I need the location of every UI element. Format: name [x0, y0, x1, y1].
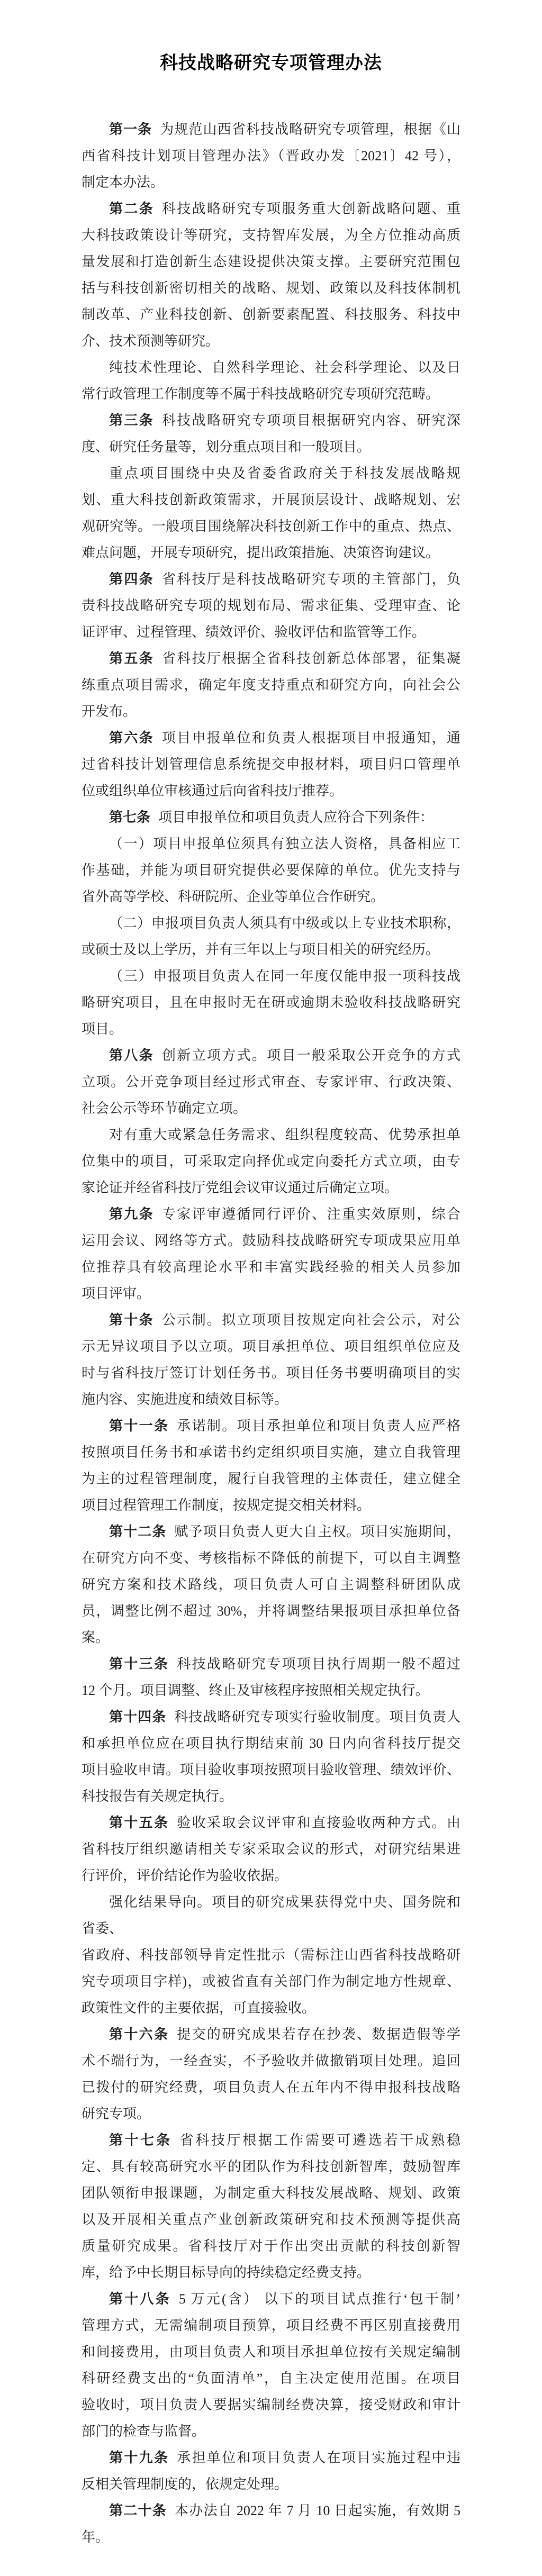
- document-line: 家论证并经省科技厅党组会议审议通过后确定立项。: [82, 1180, 399, 1195]
- document-line: 第三条 科技战略研究专项项目根据研究内容、研究深: [109, 413, 460, 428]
- document-line: 第十一条 承诺制。项目承担单位和项目负责人应严格: [109, 1418, 460, 1434]
- document-line: 第八条 创新立项方式。项目一般采取公开竞争的方式: [109, 1048, 460, 1063]
- document-line: 第一条 为规范山西省科技战略研究专项管理，根据《山: [109, 122, 460, 137]
- document-line: 位推荐具有较高理论水平和丰富实践经验的相关人员参加: [82, 1259, 460, 1275]
- document-line: 以及开展相关重点产业创新政策研究和技术预测等提供高: [82, 2212, 460, 2227]
- document-line: （一）项目申报单位须具有独立法人资格，具备相应工: [109, 836, 460, 851]
- document-line: 第五条 省科技厅根据全省科技创新总体部署，征集凝: [109, 651, 460, 666]
- article-number: 第十六条: [109, 2027, 169, 2042]
- document-line: 第七条 项目申报单位和项目负责人应符合下列条件：: [109, 810, 434, 825]
- document-line: 省政府、科技部领导肯定性批示（需标注山西省科技战略研: [82, 1947, 460, 1963]
- document-line: 第二十条 本办法自 2022 年 7 月 10 日起实施，有效期 5: [109, 2503, 460, 2518]
- document-line: 定、具有较高研究水平的团队作为科技创新智库，鼓励智库: [82, 2159, 460, 2174]
- article-number: 第十九条: [109, 2450, 169, 2465]
- document-line: 制改革、产业科技创新、创新要素配置、科技服务、科技中: [82, 307, 460, 322]
- article-number: 第一条: [109, 122, 152, 137]
- document-line: 第四条 省科技厅是科技战略研究专项的主管部门，负: [109, 572, 460, 587]
- article-number: 第四条: [109, 572, 154, 587]
- document-line: 科技报告有关规定执行。: [82, 1789, 233, 1804]
- document-line: 开发布。: [82, 704, 137, 719]
- document-line: 省科技厅组织邀请相关专家采取会议的形式，对研究结果进: [82, 1842, 460, 1857]
- document-line: 年。: [82, 2529, 110, 2545]
- document-line: 观研究等。一般项目围绕解决科技创新工作中的重点、热点、: [82, 519, 460, 534]
- document-line: 时与省科技厅签订计划任务书。项目任务书要明确项目的实: [82, 1365, 460, 1381]
- document-line: 在研究方向不变、考核指标不降低的前提下，可以自主调整: [82, 1550, 460, 1566]
- document-line: 和间接费用，由项目负责人和项目承担单位按有关规定编制: [82, 2344, 460, 2360]
- document-line: 难点问题，开展专项研究，提出政策措施、决策咨询建议。: [82, 545, 440, 560]
- document-line: 省委、: [82, 1921, 123, 1936]
- document-line: 运用会议、网络等方式。鼓励科技战略研究专项成果应用单: [82, 1233, 460, 1248]
- article-number: 第十二条: [109, 1524, 167, 1539]
- document-line: 反相关管理制度的，依规定处理。: [82, 2477, 288, 2492]
- article-number: 第二十条: [109, 2503, 167, 2518]
- document-line: 第十八条 5 万元(含） 以下的项目试点推行‘包干制’: [109, 2291, 460, 2307]
- article-number: 第三条: [109, 413, 154, 428]
- document-line: 练重点项目需求，确定年度支持重点和研究方向，向社会公: [82, 677, 460, 693]
- document-line: 和承担单位应在项目执行期结束前 30 日内向省科技厅提交: [82, 1736, 460, 1751]
- article-number: 第八条: [109, 1048, 154, 1063]
- document-line: 12 个月。项目调整、终止及审核程序按照相关规定执行。: [82, 1683, 429, 1698]
- document-line: 已拨付的研究经费，项目负责人在五年内不得申报科技战略: [82, 2080, 460, 2095]
- document-line: 位或组织单位审核通过后向省科技厅推荐。: [82, 783, 344, 799]
- document-line: 示无异议项目予以立项。项目承担单位、项目组织单位应及: [82, 1339, 460, 1354]
- article-number: 第十八条: [109, 2291, 171, 2307]
- document-line: 为主的过程管理制度，履行自我管理的主体责任，建立健全: [82, 1471, 460, 1486]
- document-line: 第十九条 承担单位和项目负责人在项目实施过程中违: [109, 2450, 460, 2465]
- document-line: 验收时，项目负责人要据实编制经费决算，接受财政和审计: [82, 2397, 460, 2412]
- document-line: 作基础，并能为项目研究提供必要保障的单位。优先支持与: [82, 863, 460, 878]
- document-line: 量发展和打造创新生态建设提供决策支撑。主要研究范围包: [82, 254, 460, 269]
- document-line: 第十三条 科技战略研究专项项目执行周期一般不超过: [109, 1656, 460, 1672]
- document-line: 证评审、过程管理、绩效评价、验收评估和监管等工作。: [82, 624, 426, 640]
- document-line: 质量研究成果。省科技厅对于作出突出贡献的科技创新智: [82, 2238, 460, 2254]
- article-number: 第六条: [109, 730, 154, 746]
- document-line: 位集中的项目，可采取定向择优或定向委托方式立项，由专: [82, 1154, 460, 1169]
- document-line: 纯技术性理论、自然科学理论、社会科学理论、以及日: [109, 360, 460, 375]
- document-line: 政策性文件的主要依据，可直接验收。: [82, 2000, 316, 2016]
- document-line: 库，给予中长期目标导向的持续稳定经费支持。: [82, 2265, 371, 2280]
- article-number: 第十七条: [109, 2133, 172, 2148]
- document-line: 术不端行为，一经查实，不予验收并做撤销项目处理。追回: [82, 2053, 460, 2069]
- document-line: （三）申报项目负责人在同一年度仅能申报一项科技战: [109, 968, 460, 984]
- document-line: 第六条 项目申报单位和负责人根据项目申报通知，通: [109, 730, 460, 746]
- article-number: 第十一条: [109, 1418, 169, 1434]
- article-number: 第九条: [109, 1207, 154, 1222]
- document-line: 第十二条 赋予项目负责人更大自主权。项目实施期间，: [109, 1524, 460, 1539]
- document-line: 制定本办法。: [82, 175, 165, 190]
- document-line: 第二条 科技战略研究专项服务重大创新战略问题、重: [109, 201, 460, 216]
- document-line: 大科技政策设计等研究，支持智库发展，为全方位推动高质: [82, 228, 460, 243]
- document-line: 划、重大科技创新政策需求，开展顶层设计、战略规划、宏: [82, 492, 460, 507]
- document-line: 员，调整比例不超过 30%，并将调整结果报项目承担单位备: [82, 1603, 460, 1619]
- document-line: 强化结果导向。项目的研究成果获得党中央、国务院和: [109, 1894, 460, 1910]
- document-line: 按照项目任务书和承诺书约定组织项目实施，建立自我管理: [82, 1445, 460, 1460]
- article-number: 第十三条: [109, 1656, 169, 1672]
- document-line: 社会公示等环节确定立项。: [82, 1101, 247, 1116]
- article-number: 第七条: [109, 810, 151, 825]
- document-line: 对有重大或紧急任务需求、组织程度较高、优势承担单: [109, 1127, 460, 1142]
- document-line: （二）申报项目负责人须具有中级或以上专业技术职称，: [109, 915, 460, 931]
- document-line: 略研究项目，且在申报时无在研或逾期未验收科技战略研究: [82, 995, 460, 1010]
- document-line: 施内容、实施进度和绩效目标等。: [82, 1392, 288, 1407]
- document-line: 西省科技计划项目管理办法》（晋政办发〔2021〕42 号），: [82, 148, 460, 164]
- document-line: 度、研究任务量等，划分重点项目和一般项目。: [82, 439, 371, 455]
- document-line: 常行政管理工作制度等不属于科技战略研究专项研究范畴。: [82, 386, 440, 402]
- document-line: 项目过程管理工作制度，按规定提交相关材料。: [82, 1498, 371, 1513]
- document-line: 团队领衔申报课题，为制定重大科技发展战略、规划、政策: [82, 2185, 460, 2201]
- document-line: 立项。公开竞争项目经过形式审查、专家评审、行政决策、: [82, 1074, 460, 1090]
- document-line: 项目验收申请。项目验收事项按照项目验收管理、绩效评价、: [82, 1762, 460, 1777]
- document-line: 第九条 专家评审遵循同行评价、注重实效原则，综合: [109, 1207, 460, 1222]
- document-line: 第十七条 省科技厅根据工作需要可遴选若干成熟稳: [109, 2133, 460, 2148]
- document-line: 第十条 公示制。拟立项项目按规定向社会公示，对公: [109, 1312, 460, 1328]
- document-line: 第十四条 科技战略研究专项实行验收制度。项目负责人: [109, 1709, 460, 1725]
- document-line: 过省科技计划管理信息系统提交申报材料，项目归口管理单: [82, 757, 460, 772]
- document-line: 省外高等学校、科研院所、企业等单位合作研究。: [82, 889, 385, 904]
- document-line: 案。: [82, 1630, 110, 1645]
- document-line: 或硕士及以上学历，并有三年以上与项目相关的研究经历。: [82, 942, 440, 957]
- document-body: [82, 116, 460, 2551]
- document-line: 括与科技创新密切相关的战略、规划、政策以及科技体制机: [82, 280, 460, 296]
- document-line: 研究方案和技术路线，项目负责人可自主调整科研团队成: [82, 1577, 460, 1592]
- article-number: 第十五条: [109, 1815, 169, 1830]
- article-number: 第二条: [109, 201, 154, 216]
- document-line: 究专项项目字样)，或被省直有关部门作为制定地方性规章、: [82, 1974, 460, 1989]
- document-line: 介、技术预测等研究。: [82, 333, 220, 349]
- document-title: 科技战略研究专项管理办法: [160, 53, 382, 73]
- document-line: 项目。: [82, 1021, 123, 1037]
- document-line: 科研经费支出的“负面清单”，自主决定使用范围。在项目: [82, 2371, 460, 2386]
- document-line: 研究专项。: [82, 2106, 151, 2121]
- document-line: 第十六条 提交的研究成果若存在抄袭、数据造假等学: [109, 2027, 460, 2042]
- document-line: 责科技战略研究专项的规划布局、需求征集、受理审查、论: [82, 598, 460, 613]
- article-number: 第十条: [109, 1312, 154, 1328]
- document-line: 部门的检查与监督。: [82, 2424, 206, 2439]
- document-line: 行评价，评价结论作为验收依据。: [82, 1868, 288, 1883]
- document-line: 第十五条 验收采取会议评审和直接验收两种方式。由: [109, 1815, 460, 1830]
- article-number: 第十四条: [109, 1709, 167, 1725]
- document-line: 项目评审。: [82, 1286, 151, 1301]
- document-line: 重点项目围绕中央及省委省政府关于科技发展战略规: [109, 466, 460, 481]
- article-number: 第五条: [109, 651, 154, 666]
- document-line: 管理方式，无需编制项目预算，项目经费不再区别直接费用: [82, 2318, 460, 2333]
